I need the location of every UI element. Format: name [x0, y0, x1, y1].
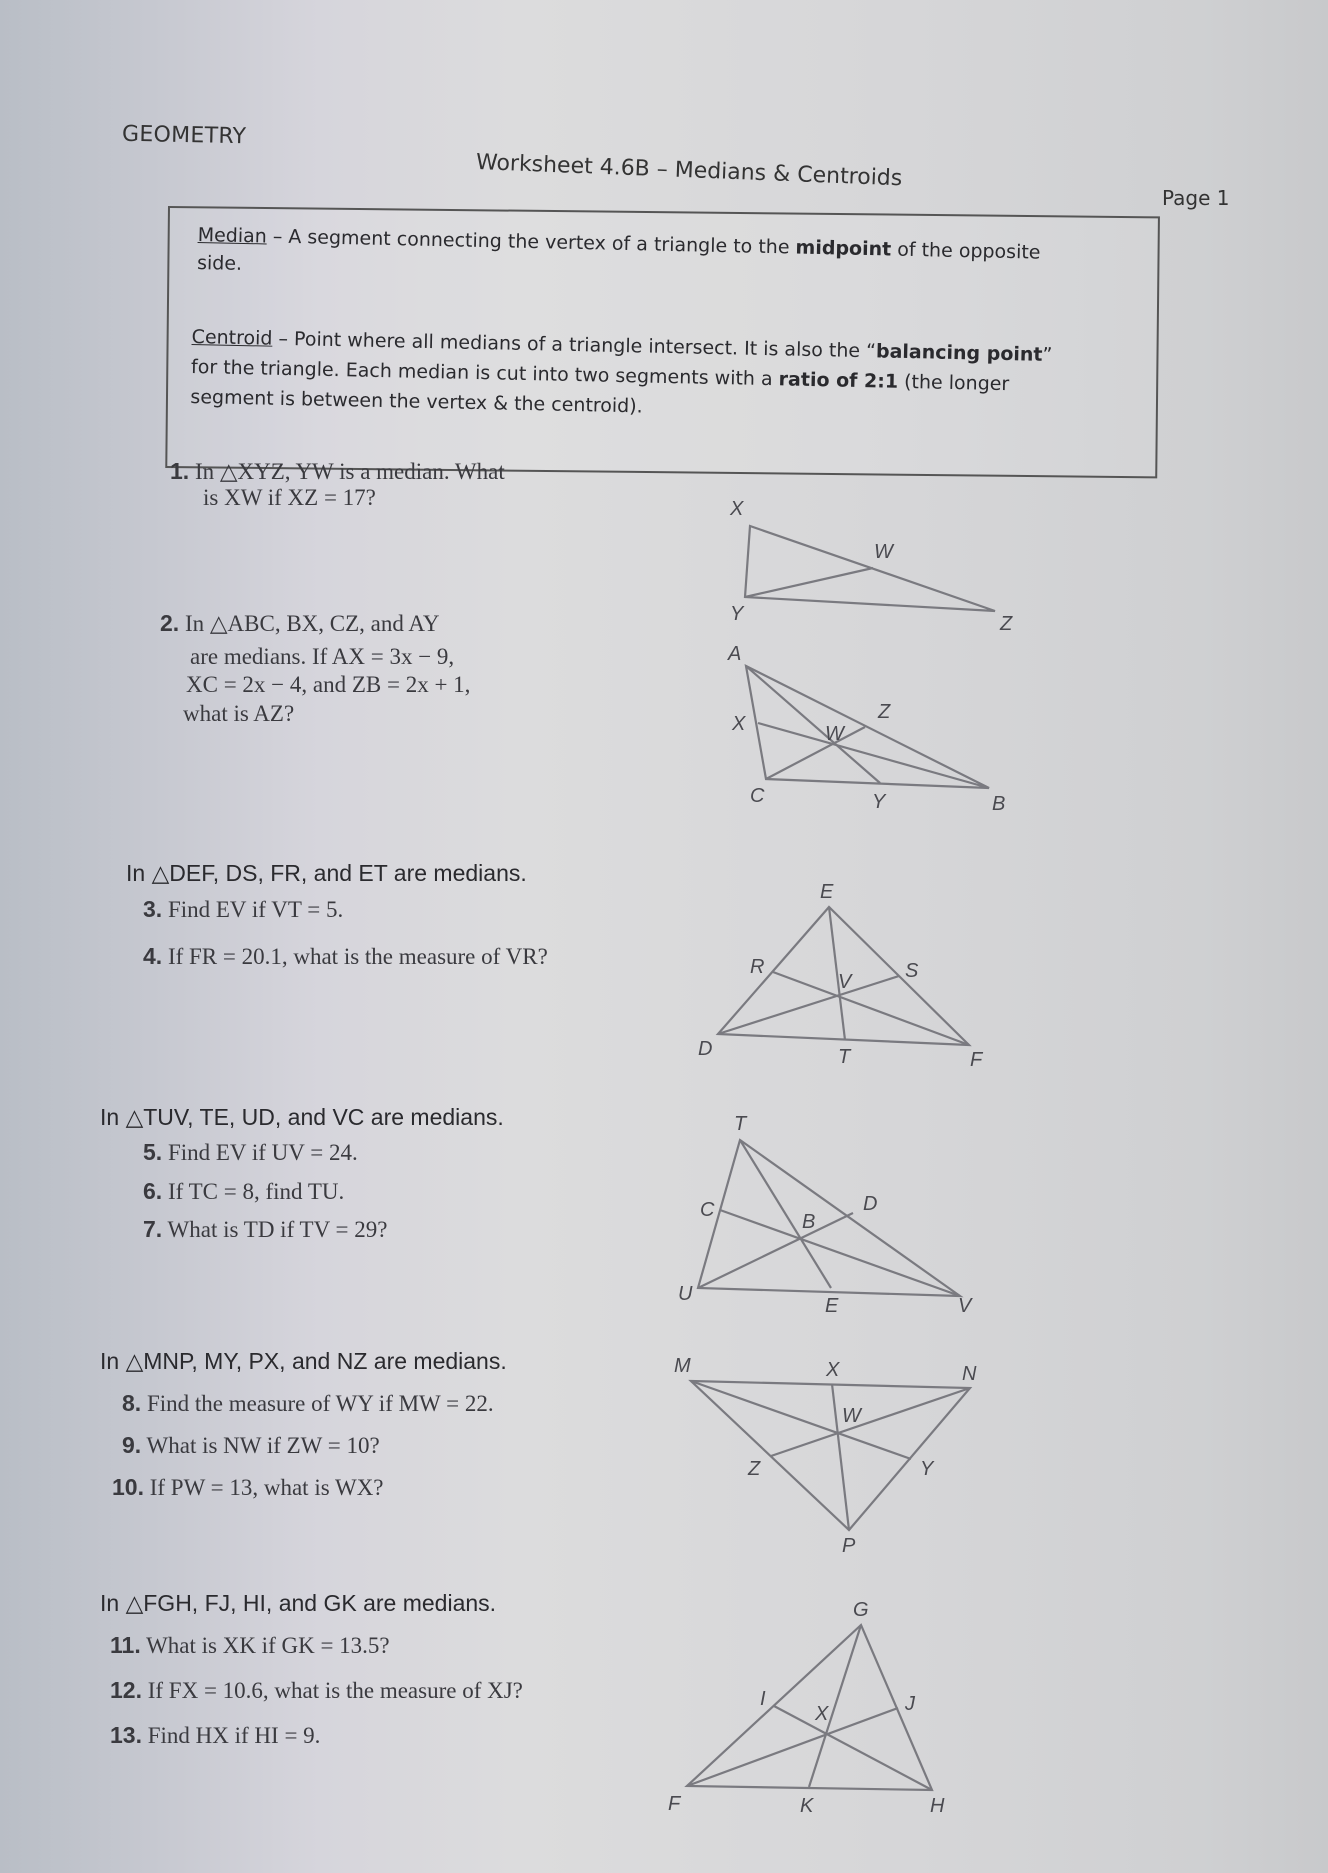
svg-text:J: J [905, 1693, 915, 1715]
page-number: Page 1 [1162, 186, 1230, 210]
problem-1-line2: is XW if XZ = 17? [203, 485, 376, 510]
svg-text:M: M [674, 1355, 691, 1377]
svg-text:Z: Z [1000, 613, 1013, 635]
svg-text:F: F [668, 1793, 681, 1815]
svg-text:X: X [730, 498, 744, 520]
group-def-heading: In △DEF, DS, FR, and ET are medians. [126, 860, 527, 886]
problem-2-line2: are medians. If AX = 3x − 9, [190, 644, 455, 669]
svg-text:S: S [905, 960, 919, 982]
question-10: 10. If PW = 13, what is WX? [112, 1474, 384, 1500]
svg-text:Y: Y [920, 1458, 934, 1480]
svg-text:N: N [962, 1363, 977, 1385]
group-tuv-heading: In △TUV, TE, UD, and VC are medians. [100, 1104, 504, 1130]
question-7: 7. What is TD if TV = 29? [143, 1216, 388, 1242]
svg-text:G: G [853, 1599, 869, 1621]
question-9: 9. What is NW if ZW = 10? [122, 1432, 380, 1458]
problem-1: 1. In △XYZ, YW is a median. What [170, 458, 505, 484]
svg-text:C: C [750, 785, 765, 807]
triangle-abc-figure [700, 630, 1020, 815]
svg-text:A: A [728, 643, 742, 665]
svg-text:X: X [815, 1703, 829, 1725]
triangle-def-figure [680, 870, 1010, 1070]
svg-text:H: H [930, 1795, 945, 1817]
question-8: 8. Find the measure of WY if MW = 22. [122, 1390, 494, 1416]
question-5: 5. Find EV if UV = 24. [143, 1139, 358, 1165]
svg-text:E: E [825, 1295, 839, 1317]
svg-text:Z: Z [748, 1458, 761, 1480]
svg-text:Z: Z [878, 701, 891, 723]
svg-text:K: K [800, 1795, 814, 1817]
group-mnp-heading: In △MNP, MY, PX, and NZ are medians. [100, 1348, 507, 1374]
svg-text:E: E [820, 881, 834, 903]
problem-2-line3: XC = 2x − 4, and ZB = 2x + 1, [186, 672, 471, 697]
svg-text:V: V [838, 971, 852, 993]
svg-text:P: P [842, 1535, 856, 1557]
svg-text:W: W [842, 1405, 861, 1427]
svg-text:X: X [826, 1359, 840, 1381]
question-11: 11. What is XK if GK = 13.5? [110, 1632, 390, 1658]
question-3: 3. Find EV if VT = 5. [143, 896, 344, 922]
centroid-term: Centroid [191, 325, 273, 350]
median-term: Median [197, 223, 268, 248]
median-definition: Median – A segment connecting the vertex of a triangle to the midpoint of the opposite side. [196, 223, 1041, 275]
svg-text:U: U [678, 1283, 693, 1305]
svg-text:T: T [734, 1113, 747, 1135]
triangle-xyz-figure [700, 490, 1020, 635]
svg-text:V: V [958, 1295, 972, 1317]
question-12: 12. If FX = 10.6, what is the measure of XJ? [110, 1677, 523, 1703]
svg-text:Y: Y [730, 603, 744, 625]
svg-text:W: W [874, 541, 893, 563]
svg-text:D: D [698, 1038, 713, 1060]
question-4: 4. If FR = 20.1, what is the measure of VR? [143, 943, 548, 969]
svg-text:B: B [802, 1211, 816, 1233]
course-subject: GEOMETRY [121, 121, 247, 150]
centroid-definition: Centroid – Point where all medians of a triangle intersect. It is also the “balancing point” for the triangle. Each median is cut into two segments with a ratio of 2:1 (the longer segment is between the vertex & the centroid). [190, 325, 1053, 418]
svg-text:B: B [992, 793, 1006, 815]
svg-text:T: T [838, 1046, 851, 1068]
triangle-tuv-figure [660, 1100, 1000, 1320]
problem-2: 2. In △ABC, BX, CZ, and AY [160, 610, 440, 636]
svg-text:C: C [700, 1199, 715, 1221]
question-6: 6. If TC = 8, find TU. [143, 1178, 345, 1204]
triangle-mnp-figure [650, 1340, 1010, 1560]
triangle-fgh-figure [650, 1580, 980, 1830]
svg-text:F: F [970, 1049, 983, 1071]
worksheet-title: Worksheet 4.6B – Medians & Centroids [475, 150, 903, 192]
svg-text:Y: Y [872, 791, 886, 813]
question-13: 13. Find HX if HI = 9. [110, 1722, 321, 1748]
svg-text:R: R [750, 956, 765, 978]
svg-text:I: I [760, 1688, 766, 1710]
svg-text:W: W [825, 723, 844, 745]
group-fgh-heading: In △FGH, FJ, HI, and GK are medians. [100, 1590, 497, 1616]
svg-text:D: D [863, 1193, 878, 1215]
problem-2-line4: what is AZ? [183, 701, 295, 726]
svg-text:X: X [732, 713, 746, 735]
